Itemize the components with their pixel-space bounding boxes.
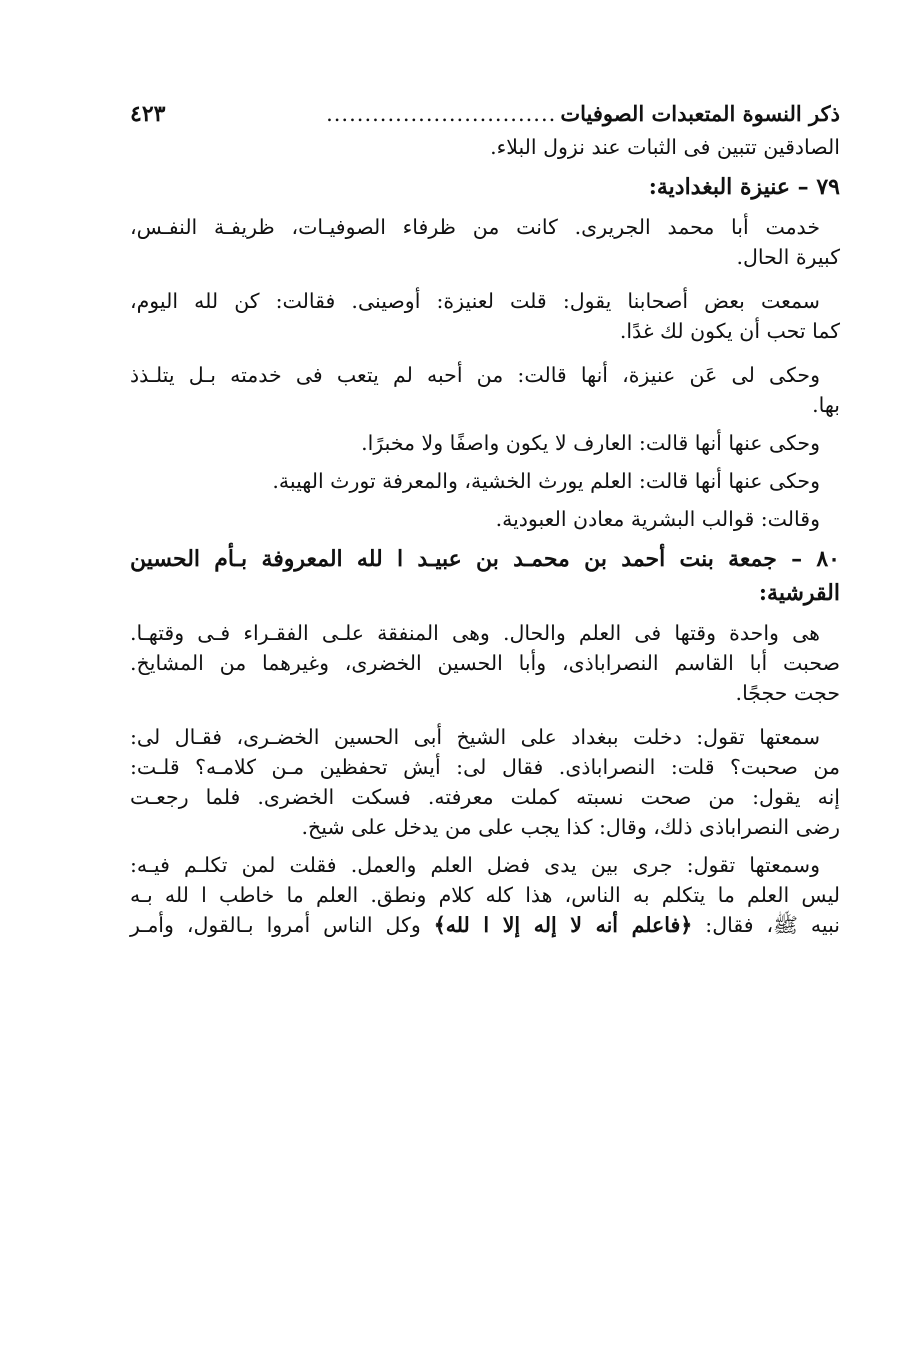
- page-header: [130, 96, 840, 132]
- section-80-paragraph-2: [130, 722, 840, 842]
- text-line: وحكى لى عَن عنيزة، أنها قالت: من أحبه لم يتعب فى خدمته بـل يتلـذذ: [130, 363, 820, 387]
- dotted-leader: ..............................: [326, 102, 557, 126]
- text-line: وحكى عنها أنها قالت: العلم يورث الخشية، والمعرفة تورث الهيبة.: [272, 469, 820, 493]
- text-line: وقالت: قوالب البشرية معادن العبودية.: [495, 507, 820, 531]
- text-line: بها.: [812, 393, 840, 417]
- section-80-paragraph-3: [130, 850, 840, 940]
- heading-line: ٨٠ – جمعة بنت أحمد بن محمـد بن عبيـد ا لله المعروفة بـأم الحسين: [130, 546, 840, 572]
- line-end: وكل الناس أمروا بـالقول، وأمـر: [130, 913, 434, 937]
- section-79-paragraph-2: [130, 286, 840, 346]
- text-line: صحبت أبا القاسم النصراباذى، وأبا الحسين الخضرى، وغيرهما من المشايخ.: [130, 651, 840, 675]
- running-title: ذكر النسوة المتعبدات الصوفيات: [560, 101, 840, 126]
- text-line: ليس العلم ما يتكلم به الناس، هذا كله كلام ونطق. العلم ما خاطب ا لله بـه: [130, 883, 840, 907]
- text-line: [130, 910, 840, 940]
- text-line: كبيرة الحال.: [736, 245, 840, 269]
- intro-line: الصادقين تتبين فى الثبات عند نزول البلاء.: [490, 135, 840, 159]
- text-line: من صحبت؟ قلت: النصراباذى. فقال لى: أيش تحفظين مـن كلامـه؟ قلـت:: [130, 755, 840, 779]
- text-line: سمعتها تقول: دخلت ببغداد على الشيخ أبى الحسين الخضـرى، فقـال لى:: [130, 725, 820, 749]
- page-number: ٤٢٣: [130, 101, 166, 127]
- section-79-paragraph-1: [130, 212, 840, 272]
- text-line: رضى النصراباذى ذلك، وقال: كذا يجب على من يدخل على شيخ.: [301, 815, 840, 839]
- text-line: إنه يقول: من صحت نسبته كملت معرفته. فسكت الخضرى. فلما رجعـت: [130, 785, 840, 809]
- section-79-paragraph-4: [130, 428, 840, 458]
- text-line: سمعت بعض أصحابنا يقول: قلت لعنيزة: أوصينى. فقالت: كن لله اليوم،: [130, 289, 820, 313]
- section-80-heading: [130, 542, 840, 610]
- text-line: حجت حججًا.: [735, 681, 840, 705]
- text-line: كما تحب أن يكون لك غدًا.: [619, 319, 840, 343]
- section-79-paragraph-5: [130, 466, 840, 496]
- section-80-paragraph-1: [130, 618, 840, 708]
- section-79-paragraph-3: [130, 360, 840, 420]
- quran-quote: ﴿فاعلم أنه لا إله إلا ا لله﴾: [433, 913, 693, 937]
- text-line: خدمت أبا محمد الجريرى. كانت من ظرفاء الصوفيـات، ظريفـة النفـس،: [130, 215, 820, 239]
- heading-line: القرشية:: [758, 580, 840, 606]
- text-line: هى واحدة وقتها فى العلم والحال. وهى المنفقة علـى الفقـراء فـى وقتهـا.: [130, 621, 820, 645]
- text-line: وحكى عنها أنها قالت: العارف لا يكون واصفًا ولا مخبرًا.: [361, 431, 820, 455]
- line-start: نبيه ﷺ، فقال:: [692, 913, 840, 937]
- book-page: [130, 96, 840, 940]
- section-79-paragraph-6: [130, 504, 840, 534]
- section-79-heading: ٧٩ – عنيزة البغدادية:: [648, 174, 840, 200]
- text-line: وسمعتها تقول: جرى بين يدى فضل العلم والعمل. فقلت لمن تكلـم فيـه:: [130, 853, 820, 877]
